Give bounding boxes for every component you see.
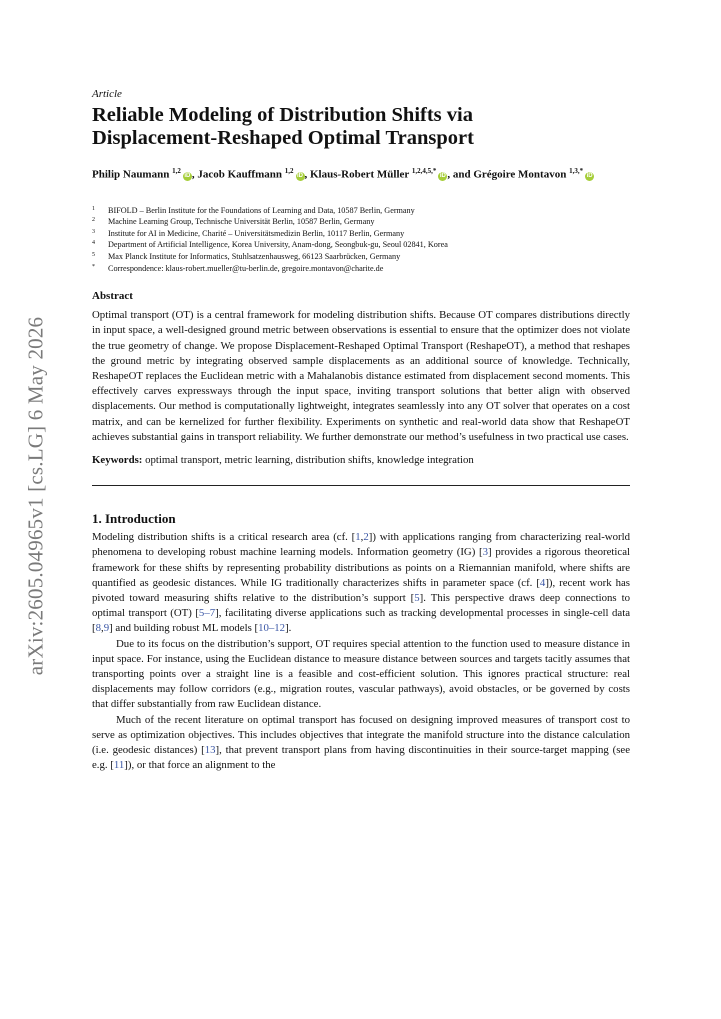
citation-link[interactable]: 1 — [355, 531, 361, 544]
affiliation-text: Department of Artificial Intelligence, Korea University, Anam-dong, Seongbuk-gu, Seoul 02841, Korea — [108, 240, 448, 250]
citation-link[interactable]: 8 — [95, 622, 102, 635]
author-affiliation-marks: 1,3,* — [569, 167, 584, 175]
intro-paragraph: Much of the recent literature on optimal transport has focused on designing improved measures of transport cost to serve as optimization objectives. This includes objectives that integrate the manifold structure into the distance calculation (i.e. geodesic distances) [13], that prevent transport plans from having discontinuities in their source-target mapping (see e.g. [11]), or that force an alignment to the — [92, 713, 630, 772]
abstract-heading: Abstract — [92, 290, 133, 303]
arxiv-identifier: arXiv:2605.04965v1 [cs.LG] 6 May 2026 — [23, 316, 48, 676]
affiliation-item — [92, 239, 630, 251]
author-name: Klaus-Robert Müller — [310, 168, 412, 181]
affiliation-mark: 4 — [92, 240, 95, 247]
affiliation-text: Max Planck Institute for Informatics, Stuhlsatzenhausweg, 66123 Saarbrücken, Germany — [108, 252, 401, 262]
affiliation-item — [92, 263, 630, 275]
keywords — [92, 453, 630, 468]
article-label: Article — [92, 88, 122, 100]
intro-heading: 1. Introduction — [92, 511, 176, 527]
affiliation-mark: 2 — [92, 217, 95, 224]
orcid-icon[interactable]: iD — [184, 172, 191, 179]
intro-paragraph: Modeling distribution shifts is a critical research area (cf. [1,2]) with applications ranging from characterizing real-world phenomena to developing robust machine learning models. Information geometry (IG) [3] provides a rigorous theoretical framework for these shifts by representing probability distributions as points on a Riemannian manifold, where shifts are quantified as geodesic distances. While IG traditionally characterizes shifts in parameter space (cf. [4]), recent work has pivoted toward measuring shifts relative to the distribution’s support [5]. This perspective draws deep connections to optimal transport (OT) [5–7], facilitating diverse applications such as tracking developmental processes in single-cell data [8,9] and building robust ML models [10–12]. — [92, 531, 630, 635]
author-separator: , — [191, 168, 198, 181]
citation-link[interactable]: 5 — [414, 592, 420, 605]
affiliation-item — [92, 216, 630, 228]
citation-link[interactable]: 4 — [539, 576, 546, 589]
keywords-text: optimal transport, metric learning, distribution shifts, knowledge integration — [145, 454, 474, 467]
affiliation-text: BIFOLD – Berlin Institute for the Foundations of Learning and Data, 10587 Berlin, Germany — [108, 205, 415, 215]
intro-paragraph: Due to its focus on the distribution’s support, OT requires special attention to the function used to measure distance in input space. For instance, using the Euclidean distance to measure distance between sources and targets tacitly assumes that transporting points over a straight line is a feasible and cost-efficient solution. This ignores practical structure: real displacements may follow corridors (e.g., migration routes, vascular pathways), avoid obstacles, or be governed by costs that differ substantially from raw Euclidean distance. — [92, 637, 630, 711]
author-separator: , and — [447, 168, 474, 181]
author-affiliation-marks: 1,2 — [172, 167, 181, 175]
title-line-2: Displacement-Reshaped Optimal Transport — [92, 127, 474, 149]
affiliation-text: Correspondence: klaus-robert.mueller@tu-berlin.de, gregoire.montavon@charite.de — [108, 263, 384, 273]
paper-title — [92, 104, 630, 150]
author-name: Grégoire Montavon — [473, 168, 570, 181]
citation-link[interactable]: 2 — [363, 531, 369, 544]
affiliation-text: Institute for AI in Medicine, Charité – Universitätsmedizin Berlin, 10117 Berlin, Germany — [108, 228, 405, 238]
section-divider — [92, 485, 630, 486]
intro-body — [92, 530, 630, 773]
citation-link[interactable]: 10–12 — [258, 622, 286, 635]
affiliation-mark: * — [92, 263, 95, 270]
abstract-text: Optimal transport (OT) is a central framework for modeling distribution shifts. Because OT compares distributions directly in input space, a well-designed ground metric between observations is essential to ensure that the optimizer does not violate the true geometry of change. We propose Displacement-Reshaped Optimal Transport (ReshapeOT), a method that reshapes the ground metric by integrating observed sample displacements as an additional source of knowledge. Technically, ReshapeOT replaces the Euclidean metric with a Mahalanobis distance estimated from displacement second moments. This effectively carves expressways through the input space, inviting transport solutions that better align with observed displacements. Our method is computationally lightweight, integrates seamlessly into any OT solver that operates on a cost matrix, and can be kernelized for further flexibility. Experiments on synthetic and real-world data show that ReshapeOT achieves substantial gains in transport reliability. We further demonstrate our method’s usefulness in two practical use cases. — [92, 309, 630, 443]
affiliation-item — [92, 228, 630, 240]
keywords-label: Keywords: — [92, 454, 143, 467]
paper-page — [92, 88, 630, 774]
author-affiliation-marks: 1,2 — [284, 167, 294, 175]
author-name: Jacob Kauffmann — [197, 168, 285, 181]
author-separator: , — [304, 168, 310, 181]
affiliation-mark: 3 — [92, 228, 95, 235]
citation-link[interactable]: 9 — [103, 622, 110, 635]
affiliation-list — [92, 205, 630, 275]
orcid-icon[interactable]: iD — [297, 172, 303, 179]
citation-link[interactable]: 3 — [482, 546, 489, 559]
author-affiliation-marks: 1,2,4,5,* — [411, 167, 437, 175]
arxiv-sidebar — [16, 296, 56, 696]
author-name: Philip Naumann — [92, 168, 173, 181]
affiliation-text: Machine Learning Group, Technische Universität Berlin, 10587 Berlin, Germany — [108, 217, 375, 227]
author-list — [92, 164, 630, 183]
citation-link[interactable]: 11 — [113, 759, 125, 772]
orcid-icon[interactable]: iD — [586, 172, 593, 179]
citation-link[interactable]: 5–7 — [198, 607, 216, 620]
affiliation-mark: 5 — [92, 252, 95, 259]
citation-link[interactable]: 13 — [204, 744, 216, 757]
affiliation-mark: 1 — [92, 205, 95, 212]
affiliation-item — [92, 205, 630, 217]
affiliation-item — [92, 251, 630, 263]
orcid-icon[interactable]: iD — [439, 172, 446, 179]
title-line-1: Reliable Modeling of Distribution Shifts via — [92, 104, 473, 126]
